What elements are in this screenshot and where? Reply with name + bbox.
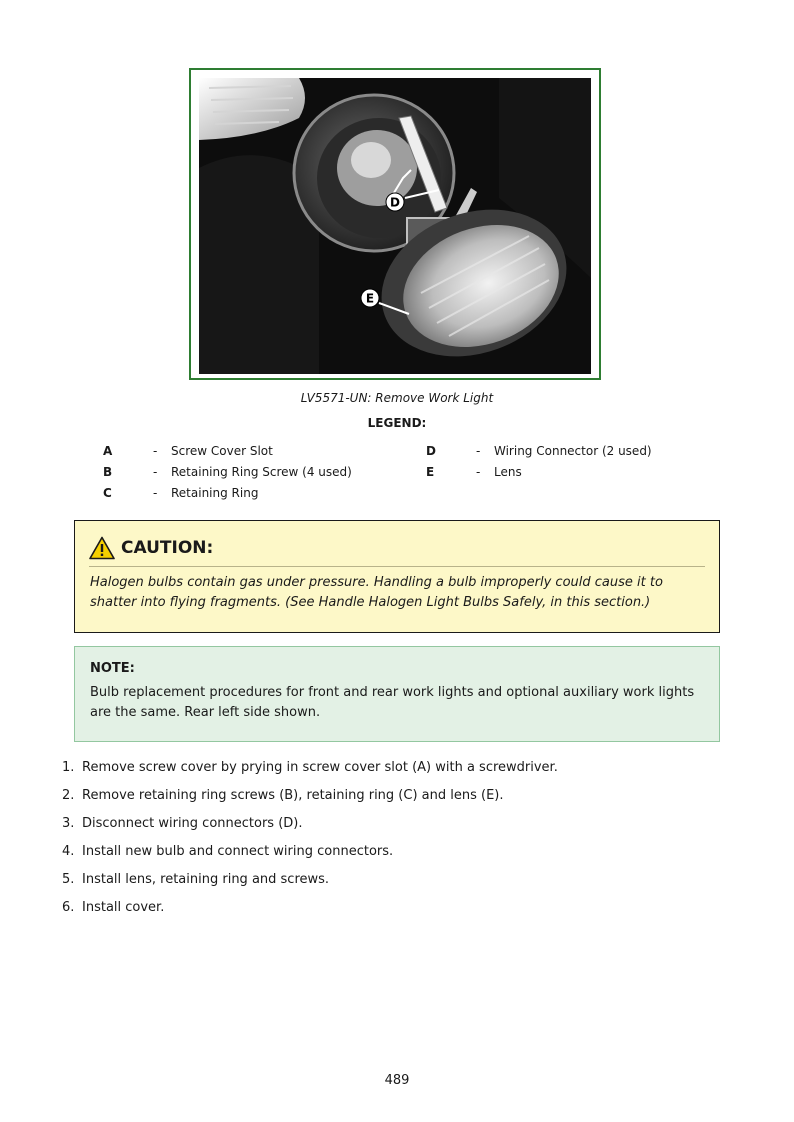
figure-frame: [189, 68, 601, 380]
step-number: 1.: [62, 760, 75, 775]
step-number: 3.: [62, 816, 75, 831]
list-item: [60, 758, 740, 786]
list-item: [60, 814, 740, 842]
step-text: Disconnect wiring connectors (D).: [82, 816, 303, 831]
step-text: Remove screw cover by prying in screw cover slot (A) with a screwdriver.: [82, 760, 558, 775]
caution-text: Halogen bulbs contain gas under pressure. Handling a bulb improperly could cause it to shatter into flying fragments. (See Handle Halogen Light Bulbs Safely, in this section.): [90, 575, 663, 610]
caution-divider: [89, 566, 705, 567]
step-number: 4.: [62, 844, 75, 859]
legend-key: B: [103, 465, 113, 479]
work-light-illustration: [199, 78, 591, 374]
note-text: Bulb replacement procedures for front and rear work lights and optional auxiliary work lights are the same. Rear left side shown.: [90, 685, 695, 720]
legend-title: LEGEND:: [367, 416, 427, 430]
legend-dash: -: [476, 444, 481, 458]
step-number: 6.: [62, 900, 75, 915]
legend-label: Lens: [494, 465, 522, 479]
step-number: 5.: [62, 872, 75, 887]
legend-label: Retaining Ring: [171, 486, 259, 500]
step-number: 2.: [62, 788, 75, 803]
legend-label: Wiring Connector (2 used): [494, 444, 652, 458]
legend-dash: -: [153, 444, 158, 458]
caution-header: [89, 535, 213, 561]
page-number: 489: [384, 1073, 410, 1088]
caution-box: [74, 520, 720, 633]
callout-d: [386, 193, 404, 211]
legend-key: C: [103, 486, 112, 500]
list-item: [60, 786, 740, 814]
step-text: Install cover.: [82, 900, 165, 915]
legend-label: Retaining Ring Screw (4 used): [171, 465, 352, 479]
legend-key: E: [426, 465, 435, 479]
legend-key: A: [103, 444, 113, 458]
svg-text:E: E: [365, 291, 375, 306]
list-item: [60, 898, 740, 926]
legend-dash: -: [476, 465, 481, 479]
warning-triangle-icon: [89, 536, 115, 560]
figure-caption: LV5571-UN: Remove Work Light: [300, 391, 494, 405]
note-title: NOTE:: [90, 661, 135, 676]
step-text: Install lens, retaining ring and screws.: [82, 872, 330, 887]
caution-title: CAUTION:: [121, 538, 214, 558]
step-text: Install new bulb and connect wiring connectors.: [82, 844, 394, 859]
legend-key: D: [426, 444, 436, 458]
callout-e: [361, 289, 379, 307]
procedure-steps: [60, 758, 740, 926]
list-item: [60, 870, 740, 898]
legend-label: Screw Cover Slot: [171, 444, 273, 458]
note-box: [74, 646, 720, 742]
legend-dash: -: [153, 465, 158, 479]
step-text: Remove retaining ring screws (B), retaining ring (C) and lens (E).: [82, 788, 504, 803]
list-item: [60, 842, 740, 870]
legend-dash: -: [153, 486, 158, 500]
svg-text:D: D: [390, 195, 400, 210]
work-light-photo: [199, 78, 591, 374]
